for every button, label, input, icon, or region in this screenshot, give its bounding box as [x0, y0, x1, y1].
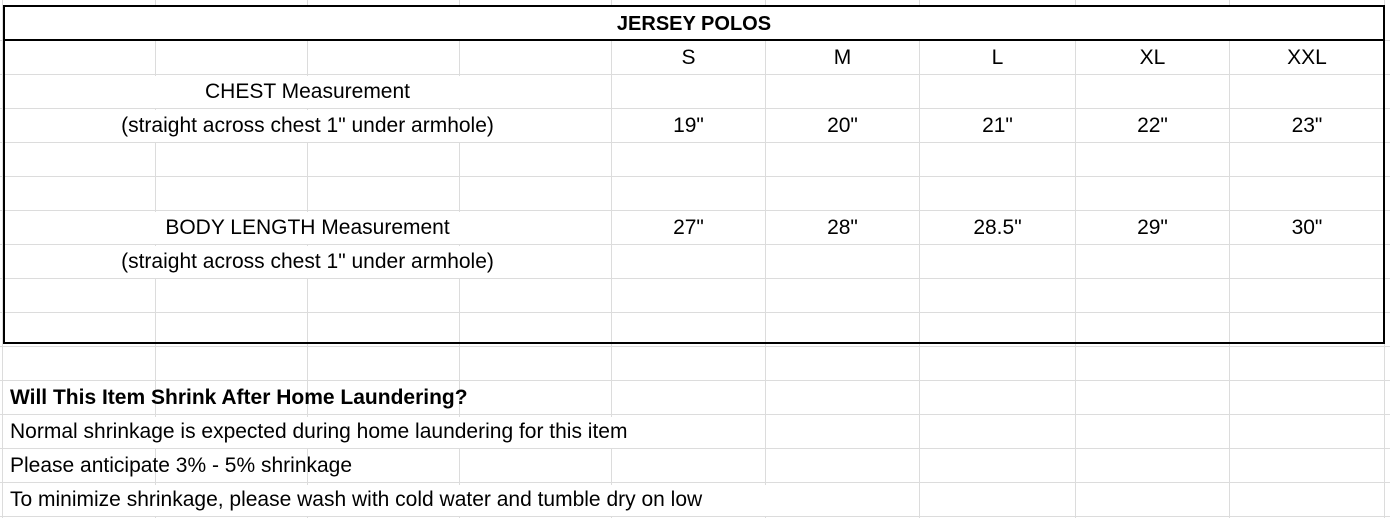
- size-header-xxl: XXL: [1287, 46, 1327, 69]
- chest-label: CHEST Measurement: [204, 80, 411, 103]
- body-length-value-l: 28.5": [973, 216, 1022, 239]
- shrink-heading: Will This Item Shrink After Home Laundering?: [10, 386, 468, 409]
- gridline-row: [0, 380, 1390, 381]
- body-length-value-xl: 29": [1137, 216, 1168, 239]
- chest-value-xxl: 23": [1291, 114, 1323, 137]
- size-header-l: L: [991, 46, 1004, 69]
- gridline-row: [0, 482, 1390, 483]
- body-length-value-s: 27": [673, 216, 704, 239]
- body-length-note: (straight across chest 1" under armhole): [121, 250, 494, 273]
- gridline-row: [0, 448, 1390, 449]
- body-length-value-m: 28": [827, 216, 858, 239]
- body-length-label: BODY LENGTH Measurement: [165, 216, 450, 239]
- shrink-line-normal: Normal shrinkage is expected during home laundering for this item: [10, 420, 628, 443]
- gridline-row: [0, 516, 1390, 517]
- gridline-row: [0, 346, 1390, 347]
- size-header-m: M: [833, 46, 852, 69]
- size-header-xl: XL: [1139, 46, 1166, 69]
- chest-value-xl: 22": [1137, 114, 1168, 137]
- chest-value-s: 19": [673, 114, 704, 137]
- table-title: JERSEY POLOS: [616, 13, 772, 35]
- chest-value-l: 21": [982, 114, 1013, 137]
- gridline-row: [0, 414, 1390, 415]
- body-length-value-xxl: 30": [1291, 216, 1323, 239]
- chest-note: (straight across chest 1" under armhole): [121, 114, 494, 137]
- shrink-line-anticipate: Please anticipate 3% - 5% shrinkage: [10, 454, 353, 477]
- size-header-s: S: [681, 46, 696, 69]
- shrink-line-wash: To minimize shrinkage, please wash with cold water and tumble dry on low: [10, 488, 703, 511]
- chest-value-m: 20": [827, 114, 858, 137]
